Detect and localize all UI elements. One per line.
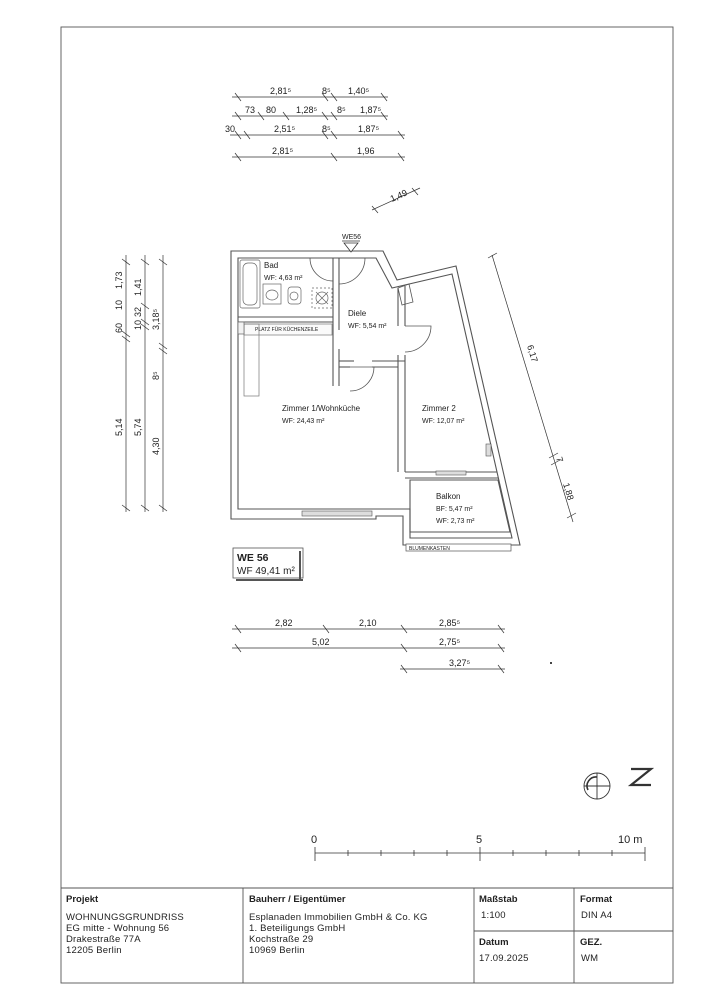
dim-top-r1-b: 8⁵ xyxy=(322,86,331,96)
dim-bottom-r1-c: 2,85⁵ xyxy=(439,618,461,628)
tb-project-line2: EG mitte - Wohnung 56 xyxy=(66,923,170,934)
room-balkon-area2: WF: 2,73 m² xyxy=(436,518,475,525)
room-balkon-area: BF: 5,47 m² xyxy=(436,506,473,513)
dim-left-long1: 5,14 xyxy=(114,418,124,436)
dim-left-c1-a: 60 xyxy=(114,322,124,333)
dim-top-r4-b: 1,96 xyxy=(357,146,375,156)
dim-right-b: 7 xyxy=(554,455,566,464)
tb-owner-line3: Kochstraße 29 xyxy=(249,934,314,945)
dim-left-c3-c: 4,30 xyxy=(151,437,161,455)
dim-bottom-r1-a: 2,82 xyxy=(275,618,293,628)
room-zimmer2-name: Zimmer 2 xyxy=(422,404,456,413)
dim-right-a: 6,17 xyxy=(525,343,540,364)
scale-bar xyxy=(315,847,645,861)
tb-scale-val: 1:100 xyxy=(481,910,506,921)
tb-date-val: 17.09.2025 xyxy=(479,953,529,964)
dim-left-c1-b: 10 xyxy=(114,299,124,310)
unit-id: WE 56 xyxy=(237,552,269,564)
dim-top-r1-a: 2,81⁵ xyxy=(270,86,292,96)
dim-top-r2-a: 73 xyxy=(245,105,256,115)
dim-top-r2-c: 1,28⁵ xyxy=(296,105,318,115)
dim-left-long2: 5,74 xyxy=(133,418,143,436)
tb-scale-head: Maßstab xyxy=(479,894,518,905)
entrance-tag: WE56 xyxy=(342,234,362,241)
room-diele-name: Diele xyxy=(348,309,367,318)
scale-label-10: 10 m xyxy=(618,834,643,846)
tb-drawn-val: WM xyxy=(581,953,599,964)
tb-format-head: Format xyxy=(580,894,613,905)
tb-owner-line4: 10969 Berlin xyxy=(249,945,305,956)
dim-left-c2-c: 1,41 xyxy=(133,278,143,296)
kitchen-note: PLATZ FÜR KÜCHENZEILE xyxy=(255,327,319,333)
tb-owner-line1: Esplanaden Immobilien GmbH & Co. KG xyxy=(249,912,428,923)
dim-top-r2-d: 8⁵ xyxy=(337,105,346,115)
dim-top-r1-c: 1,40⁵ xyxy=(348,86,370,96)
scale-label-0: 0 xyxy=(311,834,318,846)
tb-project-head: Projekt xyxy=(66,894,99,905)
left-dimensions xyxy=(122,255,167,512)
scale-label-5: 5 xyxy=(476,834,483,846)
tb-format-val: DIN A4 xyxy=(581,910,613,921)
dim-left-c3-a: 3,18⁵ xyxy=(151,308,161,330)
dim-right-c: 1,88 xyxy=(561,481,576,502)
dim-left-c1-c: 1,73 xyxy=(114,271,124,289)
dim-bottom-r3-a: 3,27⁵ xyxy=(449,658,471,668)
entrance-marker xyxy=(342,241,360,252)
room-bad-area: WF: 4,63 m² xyxy=(264,275,303,282)
north-arrow-icon xyxy=(584,769,651,799)
room-diele-area: WF: 5,54 m² xyxy=(348,323,387,330)
dim-top-diag: 1,49 xyxy=(388,187,409,204)
stray-mark xyxy=(550,662,552,664)
dim-top-r4-a: 2,81⁵ xyxy=(272,146,294,156)
unit-area: WF 49,41 m² xyxy=(237,566,295,577)
tb-project-line3: Drakestraße 77A xyxy=(66,934,141,945)
room-zimmer1-name: Zimmer 1/Wohnküche xyxy=(282,404,361,413)
room-zimmer2-area: WF: 12,07 m² xyxy=(422,418,465,425)
dim-top-r3-b: 2,51⁵ xyxy=(274,124,296,134)
dim-top-r3-d: 1,87⁵ xyxy=(358,124,380,134)
dim-left-c3-b: 8⁵ xyxy=(151,371,161,380)
dim-bottom-r1-b: 2,10 xyxy=(359,618,377,628)
tb-date-head: Datum xyxy=(479,937,509,948)
room-balkon-name: Balkon xyxy=(436,492,461,501)
tb-drawn-head: GEZ. xyxy=(580,937,603,948)
dim-top-r3-a: 30 xyxy=(225,124,236,134)
dim-left-c2-b: 32 xyxy=(133,306,143,317)
tb-owner-line2: 1. Beteiligungs GmbH xyxy=(249,923,346,934)
dim-bottom-r2-a: 5,02 xyxy=(312,637,330,647)
tb-project-line4: 12205 Berlin xyxy=(66,945,122,956)
tb-owner-head: Bauherr / Eigentümer xyxy=(249,894,346,905)
dim-top-r2-e: 1,87⁵ xyxy=(360,105,382,115)
flowerbox-note: BLUMENKASTEN xyxy=(409,546,450,552)
tb-project-line1: WOHNUNGSGRUNDRISS xyxy=(66,912,184,923)
dim-top-r3-c: 8⁵ xyxy=(322,124,331,134)
room-bad-name: Bad xyxy=(264,261,279,270)
room-zimmer1-area: WF: 24,43 m² xyxy=(282,418,325,425)
walls xyxy=(231,251,520,545)
dim-left-c2-a: 10 xyxy=(133,319,143,330)
dim-bottom-r2-b: 2,75⁵ xyxy=(439,637,461,647)
dim-top-r2-b: 80 xyxy=(266,105,277,115)
